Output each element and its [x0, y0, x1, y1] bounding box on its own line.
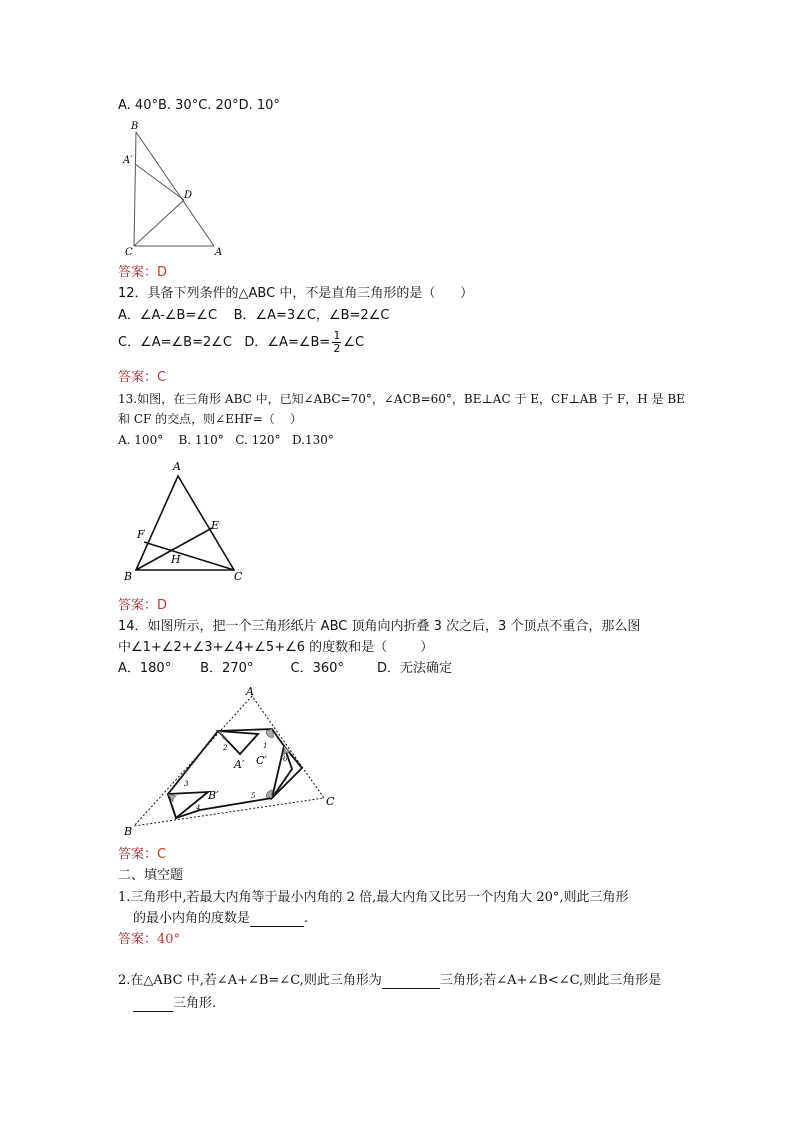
q13-figure: [118, 458, 258, 588]
answer-value: D: [157, 598, 168, 613]
q14-label-c: C: [326, 795, 335, 808]
f2-line-1a: 2.在△ABC 中,若∠A+∠B=∠C,则此三角形为: [118, 973, 382, 988]
q11-label-a: A: [215, 247, 223, 258]
q11-figure: [118, 118, 238, 260]
q11-label-b: B: [131, 121, 139, 132]
answer-label: 答案：: [118, 265, 158, 280]
q11-label-d: D: [184, 190, 193, 201]
q13-label-h: H: [171, 553, 181, 566]
answer-blank[interactable]: [382, 974, 440, 989]
q13-options: A. 100° B. 110° C. 120° D.130°: [118, 433, 334, 447]
f1-line-2-suffix: .: [304, 911, 309, 926]
q14-angle-6: 6: [283, 755, 288, 763]
q14-label-b: B: [124, 825, 133, 838]
f2-line-2: [133, 996, 216, 1012]
q13-stem-1: 13.如图，在三角形 ABC 中，已知∠ABC=70°，∠ACB=60°，BE⊥AC 于 E，CF⊥AB 于 F，H 是 BE: [118, 392, 685, 406]
q14-label-a: A: [246, 685, 254, 698]
q14-angle-5: 5: [251, 792, 256, 800]
f1-line-2-prefix: 的最小内角的度数是: [133, 911, 251, 926]
section-heading: 二、填空题: [118, 868, 184, 883]
q14-options: A．180° B．270° C．360° D．无法确定: [118, 661, 453, 676]
q13-label-c: C: [234, 570, 243, 583]
q14-angle-3: 3: [184, 780, 189, 788]
q14-label-b-prime: B′: [208, 789, 219, 802]
q14-angle-2: 2: [223, 744, 228, 752]
q13-label-f: F: [137, 528, 145, 541]
q14-label-a-prime: A′: [234, 758, 245, 771]
answer-label: 答案：: [118, 598, 158, 613]
q12-options-1: A．∠A-∠B=∠C B．∠A=3∠C，∠B=2∠C: [118, 308, 390, 323]
fraction-denominator: 2: [333, 342, 341, 355]
q11-options: A. 40°B. 30°C. 20°D. 10°: [118, 98, 280, 113]
q13-stem-2: 和 CF 的交点，则∠EHF=（ ）: [118, 412, 303, 426]
q14-figure: [118, 684, 350, 840]
q14-stem-1: 14．如图所示，把一个三角形纸片 ABC 顶角向内折叠 3 次之后，3 个顶点不重合，那么图: [118, 619, 641, 634]
q12-options-2: [118, 330, 364, 356]
f2-line-1: [118, 973, 661, 989]
q13-label-a: A: [173, 460, 181, 473]
answer-blank[interactable]: [250, 912, 304, 927]
q11-label-c: C: [125, 247, 133, 258]
fraction-numerator: 1: [333, 329, 341, 342]
q11-label-a-prime: A′: [123, 155, 133, 166]
answer-value: D: [157, 265, 168, 280]
answer-value: C: [157, 370, 167, 385]
answer-value: C: [157, 847, 167, 862]
q12-options-2-suffix: ∠C: [343, 335, 365, 350]
f2-line-1b: 三角形;若∠A+∠B<∠C,则此三角形是: [439, 973, 662, 988]
q11-answer: [118, 265, 167, 281]
q13-answer: [118, 598, 167, 614]
answer-blank[interactable]: [133, 997, 173, 1012]
q14-answer: [118, 847, 166, 863]
q12-options-2-prefix: C．∠A=∠B=2∠C D．∠A=∠B=: [118, 335, 331, 350]
q14-angle-1: 1: [263, 742, 268, 750]
answer-label: 答案：: [118, 370, 158, 385]
q12-answer: [118, 370, 166, 386]
q13-label-e: E: [211, 519, 220, 532]
q14-label-c-prime: C′: [256, 754, 267, 767]
f1-line-1: 1.三角形中,若最大内角等于最小内角的 2 倍,最大内角又比另一个内角大 20°,则此三角形: [118, 890, 629, 905]
f1-line-2: [133, 911, 308, 927]
answer-value: 40°: [157, 932, 181, 947]
answer-label: 答案：: [118, 847, 158, 862]
q13-label-b: B: [124, 570, 133, 583]
f1-answer: [118, 932, 180, 948]
q14-angle-4: 4: [196, 804, 201, 812]
answer-label: 答案：: [118, 932, 158, 947]
q12-stem: 12．具备下列条件的△ABC 中，不是直角三角形的是（ ）: [118, 286, 474, 301]
f2-line-2-suffix: 三角形.: [173, 996, 217, 1011]
fraction-one-half: [332, 330, 341, 355]
q14-stem-2: 中∠1+∠2+∠3+∠4+∠5+∠6 的度数和是（ ）: [118, 640, 434, 655]
